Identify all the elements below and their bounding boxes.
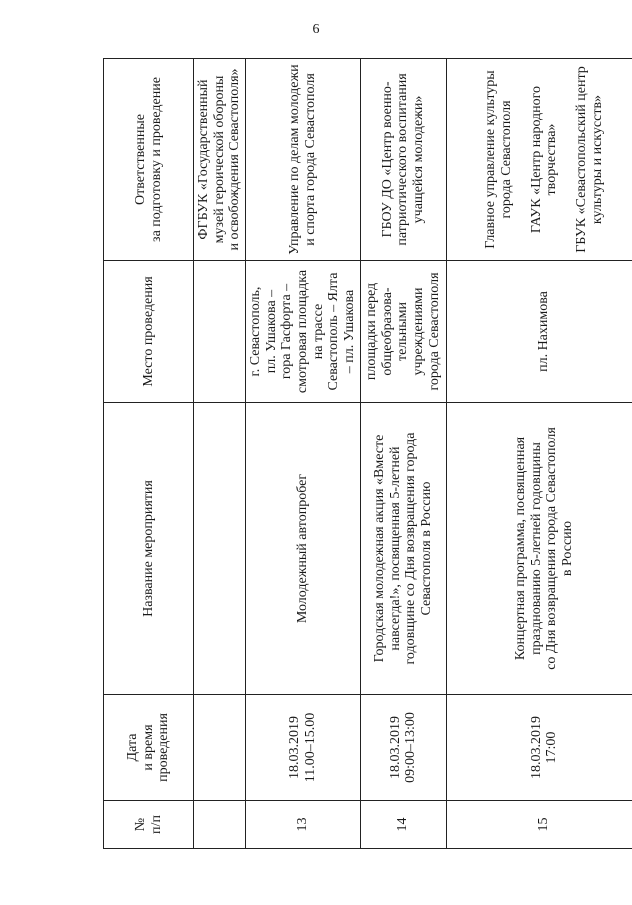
row-date: 18.03.2019 09:00–13:00 bbox=[360, 695, 446, 801]
row-number: 13 bbox=[246, 801, 361, 849]
row-number: 14 bbox=[360, 801, 446, 849]
header-event: Название мероприятия bbox=[104, 403, 194, 695]
rotated-table-container bbox=[103, 59, 611, 849]
continuation-date bbox=[194, 695, 246, 801]
table-row bbox=[246, 59, 361, 849]
row-event: Городская молодежная акция «Вместе навсегда!», посвященная 5-летней годовщине со Дня возвращения города Севастополя в Россию bbox=[360, 403, 446, 695]
continuation-responsible: ФГБУК «Государственный музей героической обороны и освобождения Севастополя» bbox=[194, 59, 246, 261]
table-header-row bbox=[104, 59, 194, 849]
continuation-event bbox=[194, 403, 246, 695]
row-event: Концертная программа, посвященная празднованию 5-летней годовщины со Дня возвращения города Севастополя в Россию bbox=[446, 403, 632, 695]
continuation-place bbox=[194, 261, 246, 403]
table-row bbox=[360, 59, 446, 849]
row-responsible: ГБОУ ДО «Центр военно- патриотического воспитания учащейся молодежи» bbox=[360, 59, 446, 261]
row-place: пл. Нахимова bbox=[446, 261, 632, 403]
page-number: 6 bbox=[312, 22, 320, 37]
row-place: г. Севастополь, пл. Ушакова – гора Гасфорта – смотровая площадка на трассе Севастополь – Ялта – пл. Ушакова bbox=[246, 261, 361, 403]
row-date: 18.03.2019 17:00 bbox=[446, 695, 632, 801]
row-event: Молодежный автопробег bbox=[246, 403, 361, 695]
header-place: Место проведения bbox=[104, 261, 194, 403]
header-responsible: Ответственные за подготовку и проведение bbox=[104, 59, 194, 261]
table-row bbox=[446, 59, 632, 849]
row-responsible: Главное управление культуры города Севастополя ГАУК «Центр народного творчества» ГБУК «Севастопольский центр культуры и искусств» bbox=[446, 59, 632, 261]
continuation-number bbox=[194, 801, 246, 849]
row-responsible: Управление по делам молодежи и спорта города Севастополя bbox=[246, 59, 361, 261]
row-number: 15 bbox=[446, 801, 632, 849]
events-table bbox=[103, 58, 632, 849]
continuation-row bbox=[194, 59, 246, 849]
row-place: площадки перед общеобразова- тельными учреждениями города Севастополя bbox=[360, 261, 446, 403]
header-date: Дата и время проведения bbox=[104, 695, 194, 801]
header-number: № п/п bbox=[104, 801, 194, 849]
row-date: 18.03.2019 11.00–15.00 bbox=[246, 695, 361, 801]
